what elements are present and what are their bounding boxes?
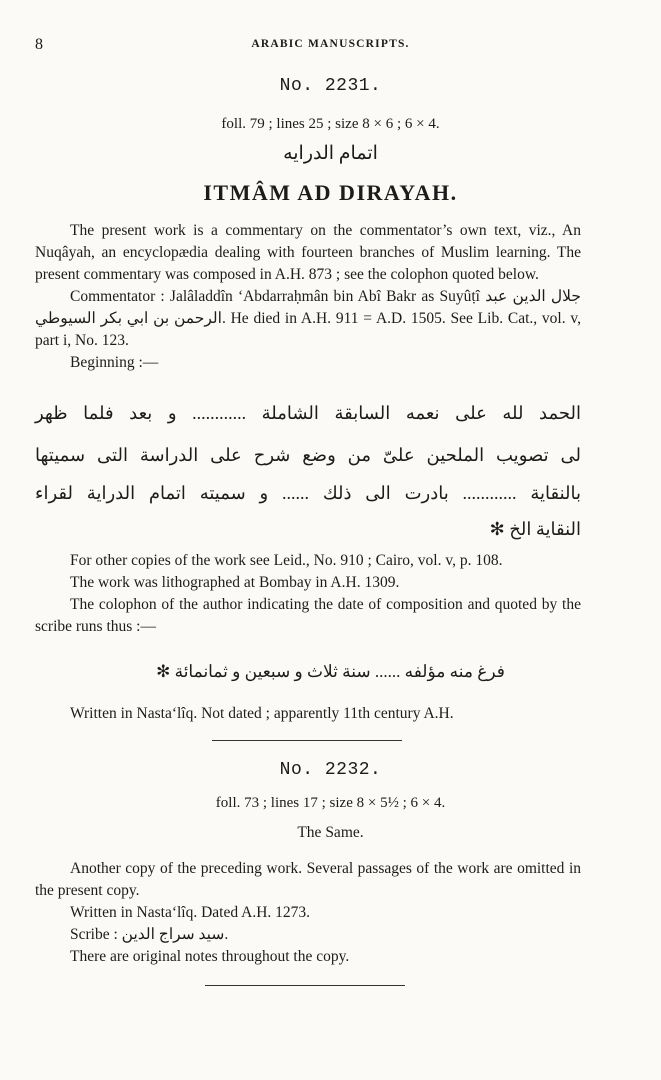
description-paragraph [35, 220, 581, 374]
commentator-name: Commentator : Jalâladdîn ‘Abdarraḥmân bin Abî Bakr as Suyûṭî [70, 288, 480, 305]
foll-info: foll. 73 ; lines 17 ; size 8 × 5½ ; 6 × 4. [215, 795, 446, 811]
work-title: ITMÂM AD DIRAYAH. [203, 180, 458, 205]
scribe-arabic: سيد سراج الدين [121, 926, 225, 943]
section-divider [212, 740, 402, 741]
scribe-line: Scribe : سيد سراج الدين. [70, 926, 229, 943]
arabic-incipit-line: الحمد لله على نعمه السابقة الشاملة ............ و بعد فلما ظهر [35, 403, 581, 423]
notes-text: There are original notes throughout the copy. [70, 948, 350, 965]
entry-number: No. 2232. [279, 760, 382, 780]
description-paragraph [35, 858, 581, 968]
arabic-colophon: فرغ منه مؤلفه ...... سنة ثلاث و سبعين و ثمانمائة ✻ [156, 662, 505, 681]
colophon-intro-text: The colophon of the author indicating the date of composition and quoted by the scribe runs thus :— [35, 596, 581, 635]
commentator-death: . He died in A.H. 911 = A.D. 1505. See Lib. Cat., vol. v, part i, No. 123. [35, 310, 581, 349]
written-line [35, 703, 581, 725]
description-text: Another copy of the preceding work. Several passages of the work are omitted in the present copy. [35, 860, 581, 899]
arabic-incipit-line: النقاية الخ ✻ [489, 519, 581, 539]
lithographed-text: The work was lithographed at Bombay in A.H. 1309. [70, 574, 400, 591]
arabic-title: اتمام الدرايه [283, 143, 378, 164]
arabic-incipit-line: بالنقاية ............ بادرت الى ذلك ...... و سميته اتمام الدراية لقراء [35, 483, 581, 503]
commentator-arabic: جلال الدين عبد الرحمن بن ابي بكر السيوطي [35, 288, 582, 327]
scribe-label: Scribe : [70, 926, 118, 943]
page-number: 8 [35, 36, 43, 53]
written-text: Written in Nasta‘lîq. Not dated ; apparently 11th century A.H. [70, 705, 454, 722]
copies-paragraph [35, 550, 581, 638]
running-title: ARABIC MANUSCRIPTS. [251, 38, 410, 50]
written-text: Written in Nasta‘lîq. Dated A.H. 1273. [70, 904, 311, 921]
arabic-incipit-line: لى تصويب الملحين علىّ من وضع شرح على الدراسة التى سميتها [35, 445, 581, 465]
foll-info: foll. 79 ; lines 25 ; size 8 × 6 ; 6 × 4. [221, 116, 440, 132]
other-copies-text: For other copies of the work see Leid., No. 910 ; Cairo, vol. v, p. 108. [70, 552, 503, 569]
entry-number: No. 2231. [279, 76, 382, 96]
commentator-text [35, 286, 581, 352]
description-text: The present work is a commentary on the commentator’s own text, viz., An Nuqâyah, an encyclopædia dealing with fourteen branches of Muslim learning. The present commentary was composed in A.H. 873 ; see the colophon quoted below. [35, 222, 581, 283]
beginning-label: Beginning :— [70, 354, 159, 371]
section-divider [205, 985, 405, 986]
work-title: The Same. [297, 824, 364, 841]
